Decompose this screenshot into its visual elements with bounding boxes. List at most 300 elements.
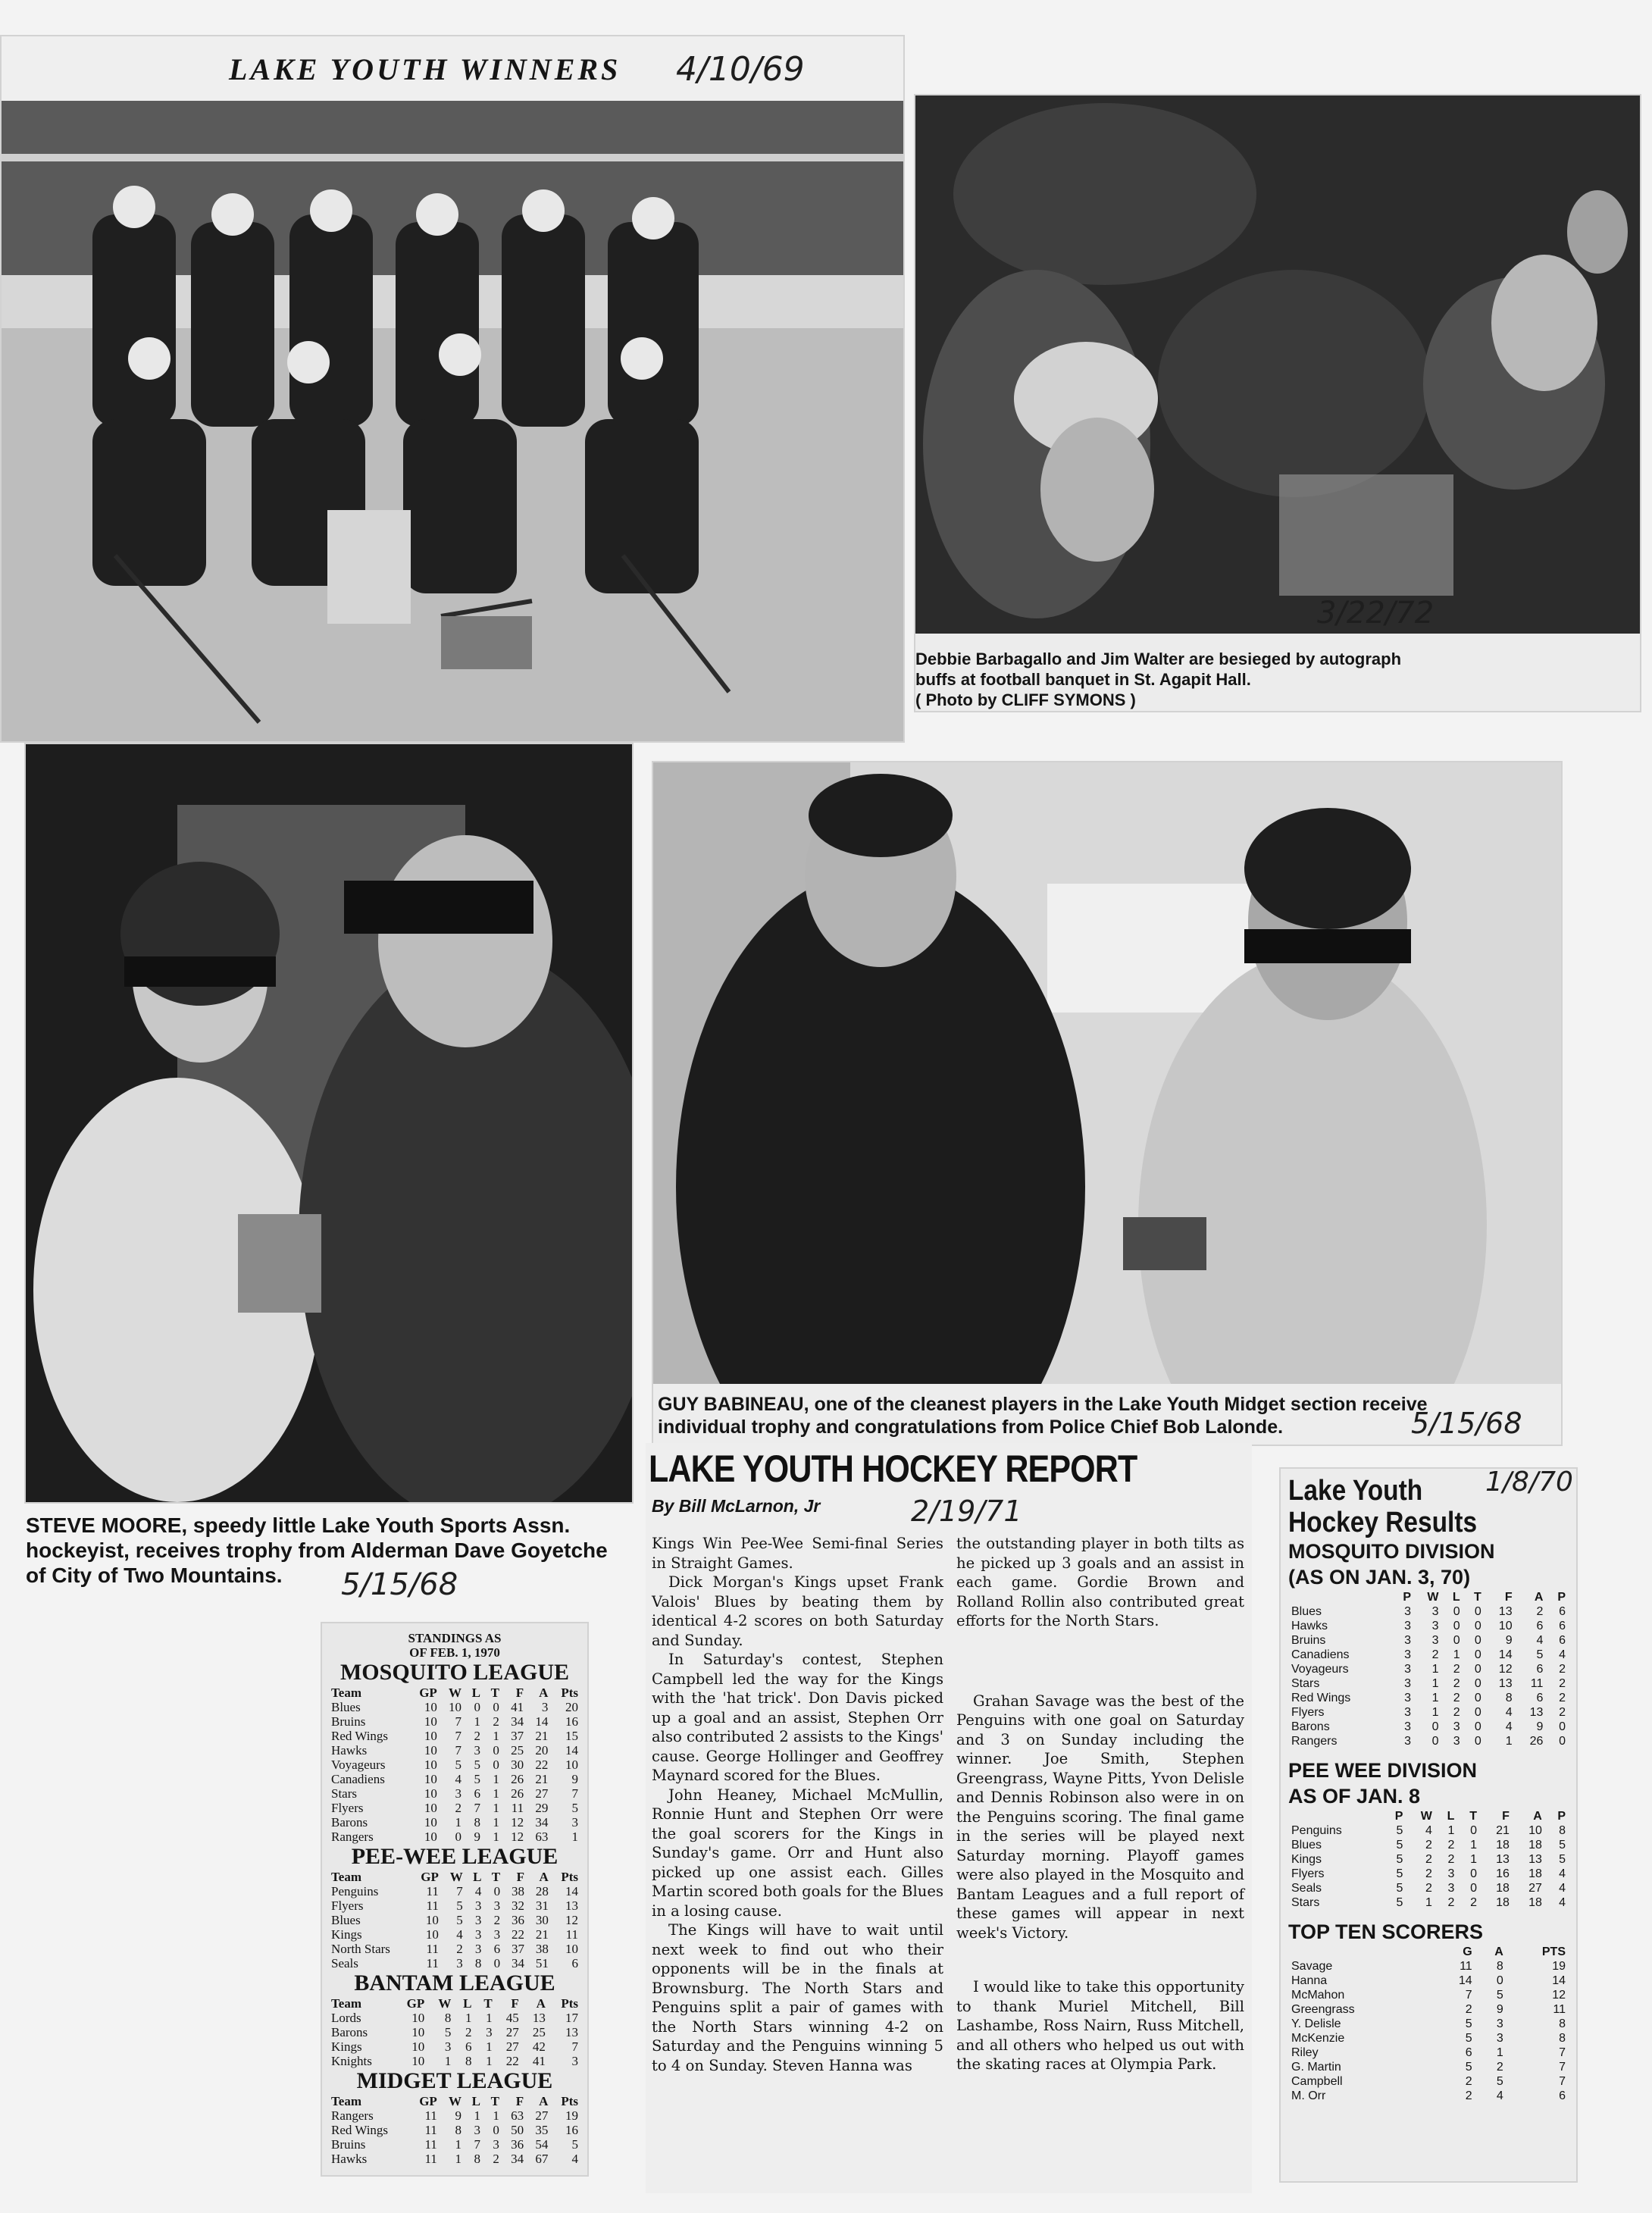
stat-cell: 0: [1470, 1824, 1478, 1837]
stat-cell: 4: [455, 1772, 462, 1786]
stat-cell: 3: [1453, 1720, 1460, 1733]
stat-cell: 11: [511, 1801, 524, 1815]
stat-cell: 3: [474, 2123, 480, 2137]
moore-date: 5/15/68: [341, 1567, 458, 1602]
stat-cell: 7: [571, 2039, 578, 2054]
stat-cell: 10: [424, 1743, 437, 1758]
stat-cell: 1: [1431, 1692, 1439, 1704]
team-name: Kings: [331, 1927, 362, 1942]
banquet-caption: [915, 649, 1640, 710]
stat-cell: 36: [511, 2137, 524, 2152]
report-clipping: [646, 1443, 1252, 2193]
stat-cell: 2: [1559, 1692, 1566, 1704]
name-cell: Blues: [1291, 1605, 1322, 1618]
report-title: LAKE YOUTH HOCKEY REPORT: [649, 1448, 1137, 1490]
team-name: North Stars: [331, 1942, 390, 1956]
column-header: Team: [331, 2094, 361, 2108]
stat-cell: 12: [1498, 1663, 1513, 1676]
stat-cell: 18: [1528, 1896, 1542, 1909]
table-row: [1288, 2017, 1569, 2031]
name-cell: Penguins: [1291, 1824, 1342, 1837]
table-row: [328, 2108, 581, 2123]
name-cell: Flyers: [1291, 1867, 1325, 1880]
stat-cell: 2: [1447, 1853, 1455, 1866]
column-header: Pts: [561, 1870, 578, 1884]
stat-cell: 10: [424, 1729, 437, 1743]
stat-cell: 3: [493, 1927, 501, 1942]
stat-cell: 1: [455, 1815, 462, 1830]
team-name: Rangers: [331, 2108, 374, 2123]
stat-cell: 2: [1470, 1896, 1478, 1909]
report-paragraph-7: I would like to take this opportunity to thank Muriel Mitchell, Bill Lashambe, Ross Nairn, Russ Mitchell, and all others who helped us out with the skating races at Olympia Park.: [956, 1978, 1244, 2073]
moore-clipping: [26, 744, 632, 1502]
stat-cell: 2: [1559, 1706, 1566, 1719]
name-cell: McMahon: [1291, 1989, 1345, 2002]
stat-cell: 21: [1496, 1824, 1510, 1837]
stat-cell: 14: [1498, 1648, 1513, 1661]
column-header: F: [511, 1996, 519, 2011]
top-scorers-title: TOP TEN SCORERS: [1288, 1920, 1484, 1943]
results-title-line-1: Lake Youth: [1288, 1475, 1423, 1507]
name-cell: Stars: [1291, 1896, 1320, 1909]
league-header-row: [328, 2094, 581, 2108]
stat-cell: 41: [511, 1700, 524, 1714]
stat-cell: 10: [449, 1700, 462, 1714]
stat-cell: 20: [565, 1700, 578, 1714]
stat-cell: 1: [1431, 1663, 1439, 1676]
stat-cell: 15: [565, 1729, 578, 1743]
report-paragraph-1: Dick Morgan's Kings upset Frank Valois' Blues by beating them by identical 4-2 scores on both Saturday and Sunday.: [652, 1573, 943, 1649]
stat-cell: 2: [1465, 2089, 1472, 2102]
banquet-clipping: [915, 95, 1640, 711]
stat-cell: 9: [571, 1772, 578, 1786]
stat-cell: 8: [1559, 2017, 1566, 2030]
babineau-date: 5/15/68: [1411, 1407, 1522, 1440]
stat-cell: 26: [511, 1772, 524, 1786]
column-header: W: [449, 1870, 463, 1884]
stat-cell: 10: [424, 1830, 437, 1844]
table-row: [328, 2025, 581, 2039]
column-header: Pts: [561, 1686, 578, 1700]
stat-cell: 3: [474, 1913, 482, 1927]
stat-cell: 11: [426, 1956, 439, 1970]
table-row: [328, 1700, 581, 1714]
stat-cell: 0: [1559, 1720, 1566, 1733]
stat-cell: 4: [456, 1927, 463, 1942]
league-table: [328, 1996, 581, 2068]
column-header: [1288, 1945, 1434, 1959]
stat-cell: 3: [486, 2025, 493, 2039]
team-name: Blues: [331, 1913, 361, 1927]
stat-cell: 22: [505, 2054, 519, 2068]
team-name: Lords: [331, 2011, 361, 2025]
report-byline: By Bill McLarnon, Jr: [652, 1496, 821, 1516]
stat-cell: 27: [505, 2039, 519, 2054]
stat-cell: 45: [505, 2011, 519, 2025]
stat-cell: 27: [505, 2025, 519, 2039]
stat-cell: 10: [424, 1801, 437, 1815]
standings-clipping: [322, 1623, 587, 2175]
stat-cell: 10: [411, 2054, 425, 2068]
stat-cell: 2: [1453, 1677, 1460, 1690]
moore-caption-line-2: hockeyist, receives trophy from Alderman Dave Goyetche: [26, 1538, 608, 1562]
stat-cell: 11: [426, 1898, 439, 1913]
team-name: Blues: [331, 1700, 361, 1714]
stat-cell: 5: [456, 1913, 463, 1927]
team-name: Voyageurs: [331, 1758, 386, 1772]
stat-cell: 6: [1465, 2046, 1472, 2059]
stat-cell: 3: [1404, 1720, 1411, 1733]
stat-cell: 18: [1528, 1867, 1542, 1880]
table-row: [328, 1729, 581, 1743]
table-row: [328, 1927, 581, 1942]
stat-cell: 1: [474, 2108, 480, 2123]
stat-cell: 1: [1470, 1853, 1478, 1866]
table-row: [328, 1830, 581, 1844]
stat-cell: 0: [1431, 1735, 1439, 1748]
table-row: [328, 1884, 581, 1898]
column-header: GP: [421, 1870, 439, 1884]
stat-cell: 8: [1559, 1824, 1566, 1837]
stat-cell: 4: [571, 2152, 578, 2166]
stat-cell: 10: [424, 1758, 437, 1772]
stat-cell: 3: [1496, 2017, 1503, 2030]
table-row: [328, 2123, 581, 2137]
stat-cell: 41: [532, 2054, 546, 2068]
stat-cell: 2: [1425, 1853, 1432, 1866]
stat-cell: 6: [1559, 1634, 1566, 1647]
stat-cell: 3: [493, 2137, 499, 2152]
stat-cell: 1: [493, 2108, 499, 2123]
stat-cell: 26: [1529, 1735, 1544, 1748]
stat-cell: 3: [1404, 1620, 1411, 1632]
table-row: [328, 1913, 581, 1927]
stat-cell: 5: [1396, 1896, 1403, 1909]
table-row: [1288, 1974, 1569, 1988]
stat-cell: 0: [1474, 1706, 1481, 1719]
stat-cell: 42: [532, 2039, 546, 2054]
stat-cell: 5: [571, 1801, 578, 1815]
stat-cell: 13: [1496, 1853, 1510, 1866]
stat-cell: 7: [1559, 2046, 1566, 2059]
report-date: 2/19/71: [911, 1495, 1022, 1528]
stat-cell: 10: [424, 1700, 437, 1714]
stat-cell: 3: [1404, 1677, 1411, 1690]
winners-title: LAKE YOUTH WINNERS: [229, 52, 621, 86]
table-row: [328, 1956, 581, 1970]
stat-cell: 4: [1559, 1867, 1566, 1880]
stat-cell: 27: [1528, 1882, 1542, 1895]
name-cell: Red Wings: [1291, 1692, 1351, 1704]
table-row: [1288, 1662, 1569, 1676]
table-row: [328, 1786, 581, 1801]
name-cell: Hanna: [1291, 1974, 1328, 1987]
column-header: T: [1474, 1591, 1481, 1604]
stat-cell: 5: [1496, 1989, 1503, 2002]
stat-cell: 13: [532, 2011, 546, 2025]
column-header: F: [1504, 1591, 1513, 1604]
team-name: Flyers: [331, 1801, 364, 1815]
stat-cell: 14: [1552, 1974, 1566, 1987]
team-name: Flyers: [331, 1898, 364, 1913]
column-header: T: [490, 1686, 499, 1700]
column-header: Team: [331, 1870, 361, 1884]
stat-cell: 3: [1431, 1634, 1439, 1647]
stat-cell: 2: [456, 1942, 463, 1956]
name-cell: Seals: [1291, 1882, 1322, 1895]
team-photo: [2, 101, 903, 741]
stat-cell: 0: [1474, 1605, 1481, 1618]
column-header: P: [1557, 1591, 1566, 1604]
stat-cell: 18: [1496, 1882, 1510, 1895]
column-header: L: [473, 1870, 482, 1884]
standings-body: [328, 1660, 581, 2166]
column-header: G: [1463, 1945, 1472, 1958]
stat-cell: 3: [474, 1898, 482, 1913]
stat-cell: 14: [565, 1743, 578, 1758]
stat-cell: 10: [1528, 1824, 1542, 1837]
table-row: [328, 2011, 581, 2025]
stat-cell: 11: [1460, 1960, 1472, 1973]
table-row: [328, 1801, 581, 1815]
stat-cell: 3: [1447, 1882, 1455, 1895]
stat-cell: 10: [425, 1913, 439, 1927]
name-cell: M. Orr: [1291, 2089, 1326, 2102]
stat-cell: 10: [425, 1927, 439, 1942]
stat-cell: 7: [455, 1743, 462, 1758]
stat-cell: 14: [565, 1884, 578, 1898]
table-row: [1288, 2031, 1569, 2046]
report-column-1: [652, 1534, 943, 2075]
stat-cell: 3: [444, 2039, 452, 2054]
table-row: [1288, 2002, 1569, 2017]
stat-cell: 1: [486, 2054, 493, 2068]
stat-cell: 19: [565, 2108, 578, 2123]
stat-cell: 2: [1496, 2061, 1503, 2074]
team-name: Stars: [331, 1786, 357, 1801]
standings-heading-line-2: OF FEB. 1, 1970: [409, 1645, 500, 1660]
column-header: A: [536, 1996, 546, 2011]
stat-cell: 21: [535, 1729, 549, 1743]
column-header: F: [515, 2094, 524, 2108]
stat-cell: 27: [535, 2108, 549, 2123]
column-header: L: [463, 1996, 472, 2011]
stat-cell: 12: [511, 1830, 524, 1844]
stat-cell: 21: [535, 1927, 549, 1942]
stat-cell: 1: [455, 2137, 462, 2152]
stat-cell: 1: [493, 1786, 499, 1801]
stat-cell: 0: [1470, 1882, 1478, 1895]
stat-cell: 25: [532, 2025, 546, 2039]
banquet-caption-line-2: buffs at football banquet in St. Agapit Hall.: [915, 670, 1251, 689]
stat-cell: 3: [1453, 1735, 1460, 1748]
stat-cell: 11: [426, 1884, 439, 1898]
stat-cell: 6: [1559, 2089, 1566, 2102]
stat-cell: 1: [444, 2054, 452, 2068]
stat-cell: 1: [1447, 1824, 1455, 1837]
stat-cell: 5: [1465, 2032, 1472, 2045]
stat-cell: 20: [535, 1743, 549, 1758]
report-paragraph-6: Grahan Savage was the best of the Penguins with one goal on Saturday and 3 on Sunday including the winner. Joe Smith, Stephen Greengrass, Wayne Pitts, Yvon Delisle and Dennis Robinson also were in on the Penguins scoring. The final game in the series will be played next Saturday morning. Playoff games were also played in the Mosquito and Bantam Leagues and a full report of these games will appear in next week's Victory.: [956, 1692, 1244, 1942]
stat-cell: 3: [1404, 1735, 1411, 1748]
table-row: [328, 2137, 581, 2152]
stat-cell: 10: [411, 2011, 425, 2025]
stat-cell: 14: [535, 1714, 549, 1729]
stat-cell: 2: [493, 1913, 501, 1927]
stat-cell: 5: [1559, 1839, 1566, 1851]
stat-cell: 13: [1498, 1605, 1513, 1618]
standings-heading: [328, 1631, 581, 1660]
stat-cell: 13: [565, 1898, 578, 1913]
stat-cell: 3: [541, 1700, 549, 1714]
stat-cell: 50: [511, 2123, 524, 2137]
table-row: [328, 1942, 581, 1956]
stat-cell: 3: [1404, 1663, 1411, 1676]
team-name: Canadiens: [331, 1772, 385, 1786]
stat-cell: 10: [565, 1758, 578, 1772]
stat-cell: 5: [474, 1772, 480, 1786]
column-header: T: [490, 2094, 499, 2108]
babineau-caption-line-2: individual trophy and congratulations from Police Chief Bob Lalonde.: [658, 1416, 1284, 1438]
stat-cell: 7: [571, 1786, 578, 1801]
column-header: W: [449, 2094, 462, 2108]
stat-cell: 9: [474, 1830, 480, 1844]
stat-cell: 1: [493, 1729, 499, 1743]
name-cell: Blues: [1291, 1839, 1322, 1851]
stat-cell: 3: [571, 2054, 578, 2068]
stat-cell: 1: [493, 1772, 499, 1786]
stat-cell: 2: [1559, 1677, 1566, 1690]
stat-cell: 3: [455, 1786, 462, 1801]
stat-cell: 16: [565, 2123, 578, 2137]
stat-cell: 0: [1474, 1620, 1481, 1632]
stat-cell: 2: [1453, 1692, 1460, 1704]
stat-cell: 5: [1396, 1882, 1403, 1895]
stat-cell: 1: [493, 1830, 499, 1844]
stat-cell: 11: [424, 2108, 437, 2123]
stat-cell: 11: [424, 2123, 437, 2137]
table-row: [328, 1898, 581, 1913]
report-paragraph-3: John Heaney, Michael McMullin, Ronnie Hunt and Stephen Orr were the goal scorers for the Kings in Sunday's game. Orr and Hunt also picked up one assist each. Gilles Martin scored both goals for the Blues in a losing cause.: [652, 1786, 943, 1920]
stat-cell: 13: [1528, 1853, 1542, 1866]
stat-cell: 4: [1559, 1648, 1566, 1661]
stat-cell: 10: [424, 1714, 437, 1729]
stat-cell: 7: [455, 1714, 462, 1729]
stat-cell: 5: [1465, 2017, 1472, 2030]
peewee-division-table: [1288, 1809, 1569, 1910]
stat-cell: 10: [424, 1786, 437, 1801]
report-paragraph-2: In Saturday's contest, Stephen Campbell led the way for the Kings with the 'hat trick'. Don Davis picked up a goal and an assist, Stephen Orr also contributed 2 assists to the Kings' cause. George Hollinger and Geoffrey Maynard scored for the Blues.: [652, 1651, 944, 1784]
results-date: 1/8/70: [1485, 1469, 1573, 1498]
stat-cell: 63: [535, 1830, 549, 1844]
table-row: [328, 1772, 581, 1786]
column-header: Pts: [561, 2094, 578, 2108]
name-cell: Barons: [1291, 1720, 1330, 1733]
table-row: [328, 2054, 581, 2068]
stat-cell: 16: [1496, 1867, 1510, 1880]
stat-cell: 6: [474, 1786, 480, 1801]
name-cell: Campbell: [1291, 2075, 1343, 2088]
name-cell: Rangers: [1291, 1735, 1338, 1748]
column-header: A: [1534, 1591, 1544, 1604]
column-header: W: [449, 1686, 462, 1700]
stat-cell: 0: [1474, 1663, 1481, 1676]
stat-cell: 2: [1425, 1839, 1432, 1851]
column-header: F: [515, 1686, 524, 1700]
stat-cell: 34: [511, 1956, 524, 1970]
table-row: [1288, 1734, 1569, 1748]
table-row: [1288, 1676, 1569, 1691]
moore-photo: [26, 744, 632, 1502]
stat-cell: 12: [1552, 1989, 1566, 2002]
stat-cell: 11: [424, 2152, 437, 2166]
stat-cell: 5: [1396, 1853, 1403, 1866]
banquet-caption-line-1: Debbie Barbagallo and Jim Walter are besieged by autograph: [915, 650, 1402, 668]
column-header: GP: [419, 1686, 437, 1700]
stat-cell: 10: [565, 1942, 578, 1956]
stat-cell: 0: [1474, 1692, 1481, 1704]
column-header: F: [516, 1870, 524, 1884]
stat-cell: 32: [511, 1898, 524, 1913]
stat-cell: 4: [1425, 1824, 1432, 1837]
league-title: MOSQUITO LEAGUE: [339, 1660, 569, 1685]
stat-cell: 8: [474, 1956, 482, 1970]
stat-cell: 5: [1559, 1853, 1566, 1866]
stat-cell: 6: [493, 1942, 501, 1956]
league-title: MIDGET LEAGUE: [356, 2068, 553, 2093]
column-header: [1288, 1590, 1391, 1604]
stat-cell: 17: [565, 2011, 578, 2025]
table-row: [1288, 2046, 1569, 2060]
stat-cell: 37: [511, 1729, 524, 1743]
stat-cell: 5: [444, 2025, 452, 2039]
stat-cell: 0: [493, 1758, 499, 1772]
column-header: GP: [406, 1996, 425, 2011]
stat-cell: 26: [511, 1786, 524, 1801]
stat-cell: 2: [1425, 1882, 1432, 1895]
babineau-photo: [653, 762, 1561, 1384]
stat-cell: 9: [1496, 2003, 1503, 2016]
stat-cell: 0: [1474, 1735, 1481, 1748]
stat-cell: 27: [535, 1786, 549, 1801]
table-row: [1288, 1881, 1569, 1895]
stat-cell: 34: [535, 1815, 549, 1830]
stat-cell: 3: [1447, 1867, 1455, 1880]
stat-cell: 0: [1474, 1677, 1481, 1690]
stat-cell: 1: [455, 2152, 462, 2166]
stat-cell: 2: [1536, 1605, 1544, 1618]
stat-cell: 6: [1559, 1620, 1566, 1632]
column-header: GP: [419, 2094, 437, 2108]
name-cell: G. Martin: [1291, 2061, 1341, 2074]
stat-cell: 54: [535, 2137, 549, 2152]
column-header: W: [438, 1996, 452, 2011]
stat-cell: 8: [1559, 2032, 1566, 2045]
stat-cell: 13: [565, 2025, 578, 2039]
name-cell: McKenzie: [1291, 2032, 1345, 2045]
name-cell: Bruins: [1291, 1634, 1326, 1647]
team-name: Red Wings: [331, 2123, 389, 2137]
peewee-division-title: PEE WEE DIVISION: [1288, 1759, 1478, 1782]
report-column-2: [956, 1534, 1244, 2074]
stat-cell: 7: [455, 1729, 462, 1743]
stat-cell: 34: [511, 1714, 524, 1729]
stat-cell: 3: [1404, 1706, 1411, 1719]
table-row: [1288, 1838, 1569, 1852]
stat-cell: 11: [565, 1927, 578, 1942]
stat-cell: 0: [455, 1830, 462, 1844]
table-row: [1288, 1633, 1569, 1648]
